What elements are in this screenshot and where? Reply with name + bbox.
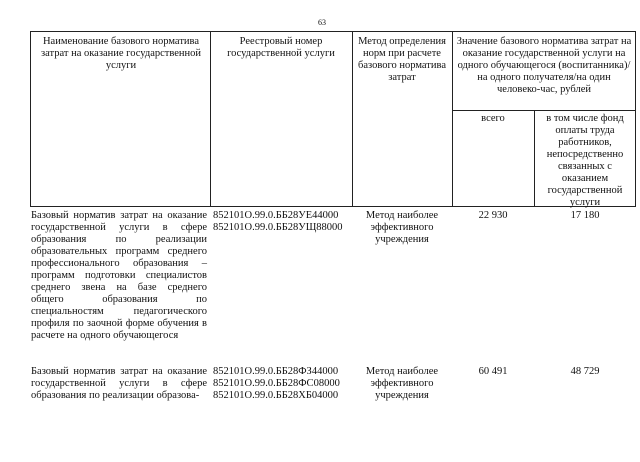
col-divider-4	[534, 110, 535, 207]
header-name-column: Наименование базового норматива затрат на оказание государственной услуги	[40, 36, 202, 71]
subheader-wage-fund: в том числе фонд оплаты труда работников, непосредственно связанных с оказанием государственной услуги	[546, 113, 624, 208]
row1-wage-fund: 17 180	[570, 210, 600, 221]
header-registry-number-column: Реестровый номер государственной услуги	[227, 36, 335, 59]
row2-code-3: 852101О.99.0.ББ28ХБ04000	[213, 390, 339, 401]
row2-wage-fund: 48 729	[570, 366, 600, 377]
col-divider-1	[210, 31, 211, 207]
header-method-column: Метод определения норм при расчете базового норматива затрат	[357, 36, 446, 83]
page-number: 63	[318, 18, 326, 27]
row1-code-2: 852101О.99.0.ББ28УЩ88000	[213, 222, 343, 233]
row2-total: 60 491	[478, 366, 508, 377]
subheader-border	[452, 110, 636, 111]
row2-registry-codes	[213, 366, 353, 402]
subheader-total: всего	[481, 113, 505, 124]
row2-code-1: 852101О.99.0.ББ28ФЗ44000	[213, 366, 339, 377]
header-value-column: Значение базового норматива затрат на оказание государственной услуги на одного обучающегося (воспитанника)/на одного получателя/на один человеко-час, рублей	[456, 36, 632, 95]
row2-service-name: Базовый норматив затрат на оказание государственной услуги в сфере образования по реализации образова-	[31, 366, 207, 401]
table-top-border	[30, 31, 636, 32]
row1-code-1: 852101О.99.0.ББ28УЕ44000	[213, 210, 339, 221]
row1-total: 22 930	[478, 210, 508, 221]
table-right-border	[635, 31, 636, 207]
row2-code-2: 852101О.99.0.ББ28ФС08000	[213, 378, 340, 389]
table-left-border	[30, 31, 31, 207]
col-divider-2	[352, 31, 353, 207]
row1-method: Метод наиболее эффективного учреждения	[365, 210, 439, 245]
row2-method: Метод наиболее эффективного учреждения	[365, 366, 439, 401]
row1-registry-codes	[213, 210, 353, 234]
col-divider-3	[452, 31, 453, 207]
row1-service-name: Базовый норматив затрат на оказание государственной услуги в сфере образования по реализации образовательных программ среднего профессионального образования – программ подготовки специалистов среднего звена на базе среднего общего образования по специальностям педагогического профиля по заочной форме обучения в расчете на одного обучающегося	[31, 210, 207, 341]
